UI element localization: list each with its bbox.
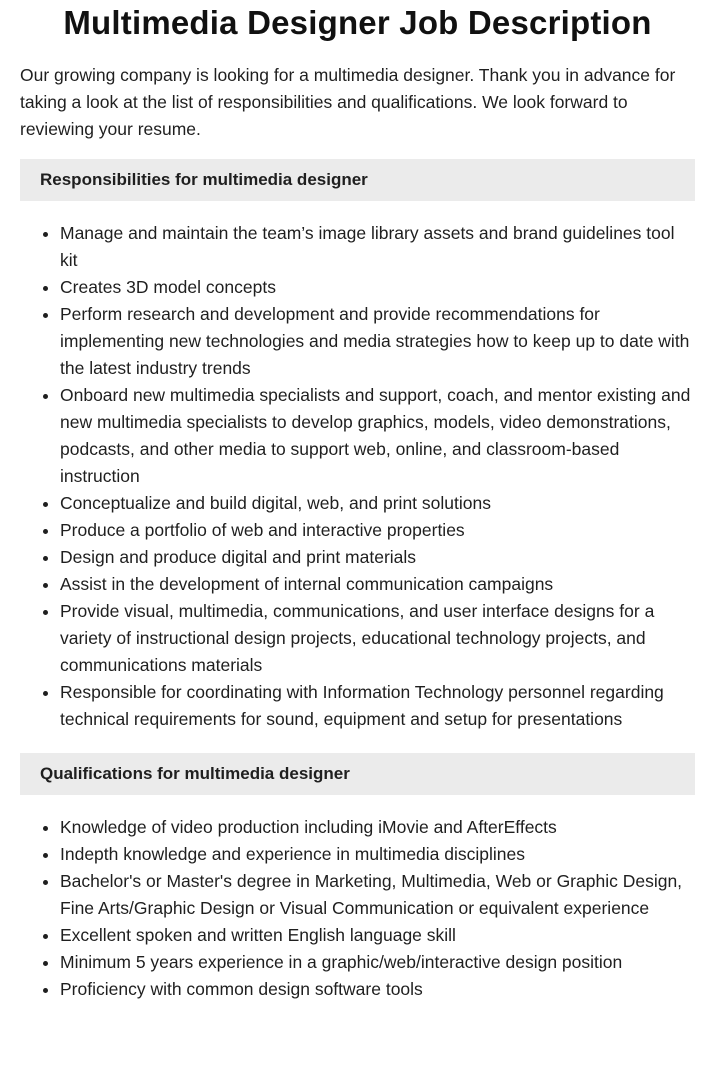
list-item: • Design and produce digital and print materials	[60, 544, 695, 571]
qualifications-heading: Qualifications for multimedia designer	[20, 753, 695, 795]
list-item: • Creates 3D model concepts	[60, 274, 695, 301]
list-item: • Conceptualize and build digital, web, and print solutions	[60, 490, 695, 517]
page-title: Multimedia Designer Job Description	[63, 4, 652, 41]
qualifications-list	[20, 814, 695, 1003]
list-item: • Produce a portfolio of web and interactive properties	[60, 517, 695, 544]
list-item: • Proficiency with common design software tools	[60, 976, 695, 1003]
list-item: • Perform research and development and provide recommendations for implementing new technologies and media strategies how to keep up to date with the latest industry trends	[60, 301, 695, 382]
intro-paragraph: Our growing company is looking for a multimedia designer. Thank you in advance for taking a look at the list of responsibilities and qualifications. We look forward to reviewing your resume.	[20, 65, 676, 139]
list-item: • Bachelor's or Master's degree in Marketing, Multimedia, Web or Graphic Design, Fine Arts/Graphic Design or Visual Communication or equivalent experience	[60, 868, 695, 922]
list-item: • Indepth knowledge and experience in multimedia disciplines	[60, 841, 695, 868]
list-item: • Minimum 5 years experience in a graphic/web/interactive design position	[60, 949, 695, 976]
list-item: • Onboard new multimedia specialists and support, coach, and mentor existing and new multimedia specialists to develop graphics, models, video demonstrations, podcasts, and other media to support web, online, and classroom-based instruction	[60, 382, 695, 490]
list-item: • Assist in the development of internal communication campaigns	[60, 571, 695, 598]
list-item: • Manage and maintain the team’s image library assets and brand guidelines tool kit	[60, 220, 695, 274]
list-item: • Responsible for coordinating with Information Technology personnel regarding technical requirements for sound, equipment and setup for presentations	[60, 679, 695, 733]
list-item: • Excellent spoken and written English language skill	[60, 922, 695, 949]
responsibilities-heading: Responsibilities for multimedia designer	[20, 159, 695, 201]
list-item: • Knowledge of video production including iMovie and AfterEffects	[60, 814, 695, 841]
responsibilities-list	[20, 220, 695, 733]
list-item: • Provide visual, multimedia, communications, and user interface designs for a variety of instructional design projects, educational technology projects, and communications materials	[60, 598, 695, 679]
